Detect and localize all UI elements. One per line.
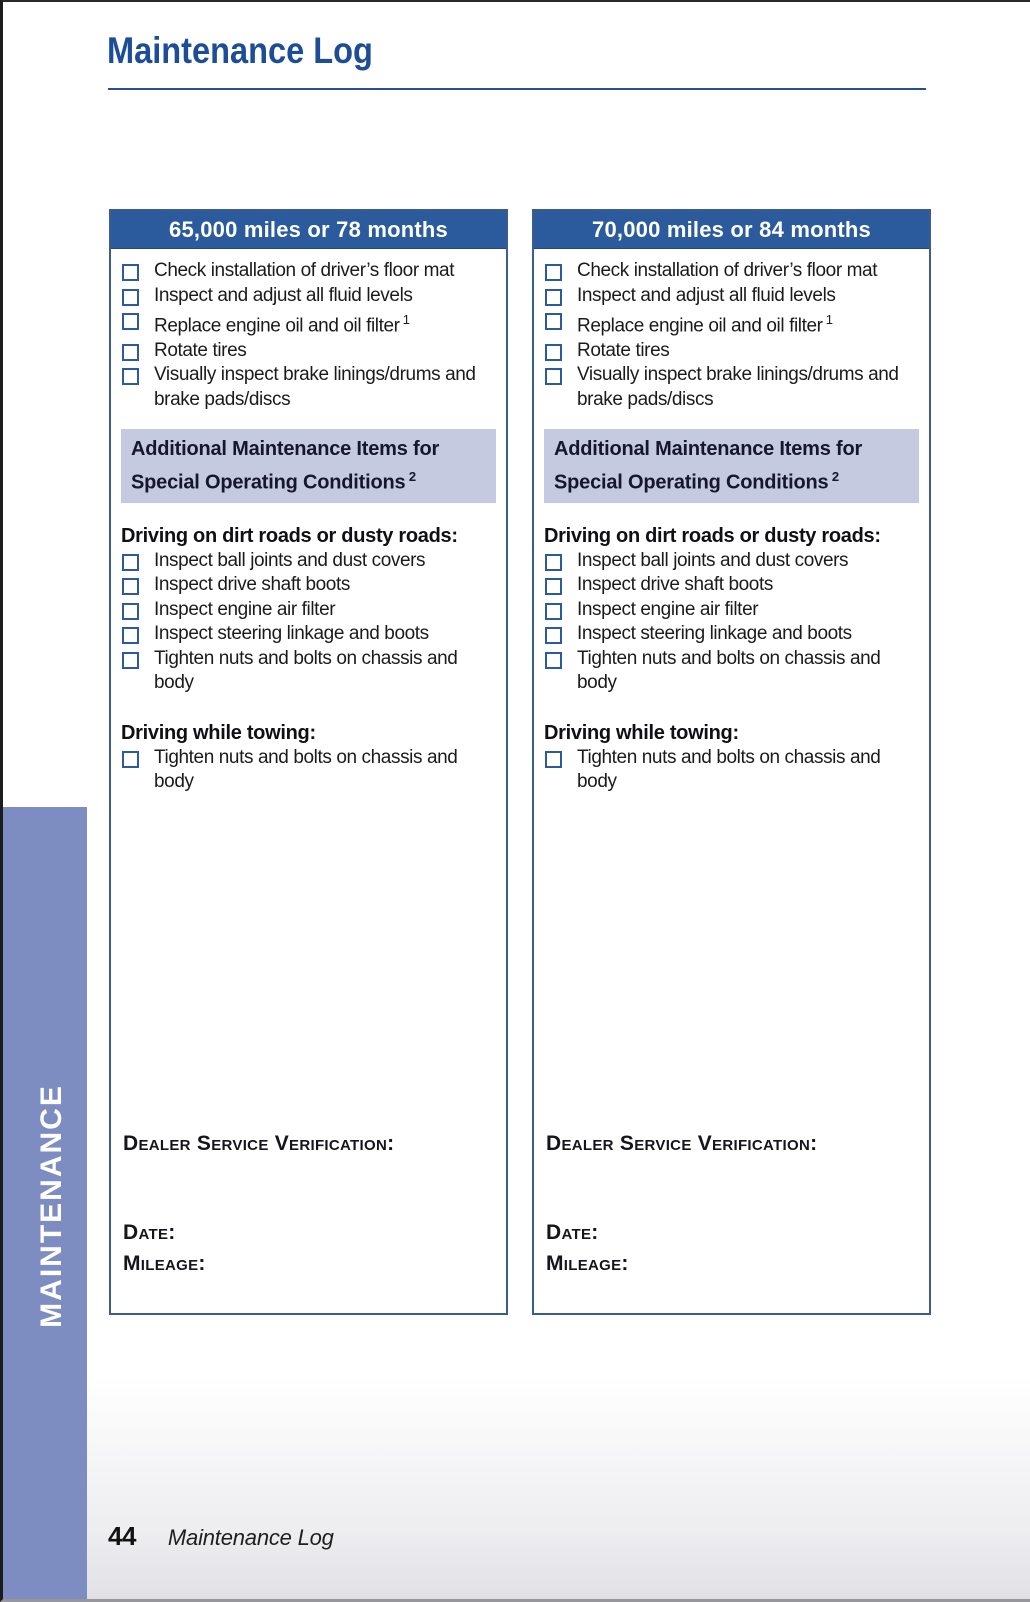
checklist-item-label: Inspect and adjust all fluid levels xyxy=(577,284,836,306)
page-footer xyxy=(108,1521,334,1552)
checkbox[interactable] xyxy=(545,751,562,768)
checkbox[interactable] xyxy=(545,289,562,306)
checklist-item-label: Tighten nuts and bolts on chassis and body xyxy=(154,746,458,793)
condition-subheading: Driving on dirt roads or dusty roads: xyxy=(121,524,458,547)
checkbox[interactable] xyxy=(122,289,139,306)
checklist-item-label: Inspect ball joints and dust covers xyxy=(154,549,426,571)
checklist-item xyxy=(542,363,921,412)
checklist-item-label: Check installation of driver’s floor mat xyxy=(154,260,455,281)
checkbox[interactable] xyxy=(122,554,139,571)
checklist-item-label: Tighten nuts and bolts on chassis and body xyxy=(577,746,881,793)
checkbox[interactable] xyxy=(545,652,562,669)
checkbox[interactable] xyxy=(545,554,562,571)
checkbox[interactable] xyxy=(122,627,139,644)
footnote-marker: 1 xyxy=(822,312,833,327)
checklist-item-label: Visually inspect brake linings/drums and brake pads/discs xyxy=(154,364,476,410)
checklist-item xyxy=(119,308,498,339)
checklist-item-label: Tighten nuts and bolts on chassis and body xyxy=(154,647,458,694)
checkbox[interactable] xyxy=(122,603,139,620)
title-rule xyxy=(108,88,926,90)
checklist-item xyxy=(119,339,498,364)
checklist-item xyxy=(119,259,498,284)
checkbox[interactable] xyxy=(122,652,139,669)
condition-subheading: Driving while towing: xyxy=(121,721,316,744)
checklist-item xyxy=(119,363,498,412)
special-conditions-band: Additional Maintenance Items for Special Operating Conditions $^2$ xyxy=(544,429,919,503)
checklist-item-label: Inspect engine air filter xyxy=(154,598,336,620)
checklist-item-label: Inspect steering linkage and boots xyxy=(154,623,429,645)
checklist-item-label: Replace engine oil and oil filter $^1$ xyxy=(154,312,410,337)
checklist-item xyxy=(542,308,921,339)
column-header: 70,000 miles or 84 months xyxy=(534,211,929,249)
condition-subheading: Driving on dirt roads or dusty roads: xyxy=(544,524,881,547)
checklist-item-label: Replace engine oil and oil filter $^1$ xyxy=(577,312,833,337)
checklist-item xyxy=(542,746,921,795)
checklist-item xyxy=(542,339,921,364)
checklist-item-label: Check installation of driver’s floor mat xyxy=(577,260,878,281)
checklist-item xyxy=(542,549,921,574)
checklist-item xyxy=(542,259,921,284)
page-number: 44 xyxy=(108,1521,136,1551)
page-title: Maintenance Log xyxy=(107,30,373,71)
checklist-item xyxy=(542,573,921,598)
maintenance-columns xyxy=(109,209,931,1315)
checklist-item xyxy=(119,598,498,623)
checkbox[interactable] xyxy=(122,368,139,385)
checklist-item xyxy=(542,598,921,623)
footnote-marker: 2 xyxy=(828,469,839,485)
maintenance-column-70000-miles xyxy=(532,209,931,1315)
checklist-item xyxy=(542,284,921,309)
date-label: Date: xyxy=(123,1221,176,1244)
date-label: Date: xyxy=(546,1221,599,1244)
checklist-item xyxy=(119,573,498,598)
checkbox[interactable] xyxy=(122,264,139,281)
checklist-item xyxy=(119,284,498,309)
footer-title: Maintenance Log xyxy=(167,1525,334,1550)
dealer-service-verification-label: Dealer Service Verification: xyxy=(123,1132,395,1155)
checkbox[interactable] xyxy=(122,344,139,361)
checkbox[interactable] xyxy=(545,627,562,644)
column-body xyxy=(111,249,506,795)
checklist-item-label: Rotate tires xyxy=(577,339,670,361)
checklist-item-label: Inspect drive shaft boots xyxy=(154,574,350,596)
column-header: 65,000 miles or 78 months xyxy=(111,211,506,249)
footnote-marker: 2 xyxy=(405,469,416,485)
checklist-item xyxy=(119,622,498,647)
checklist-item-label: Inspect and adjust all fluid levels xyxy=(154,284,413,306)
footnote-marker: 1 xyxy=(399,312,410,327)
checkbox[interactable] xyxy=(545,313,562,330)
checklist-item xyxy=(542,622,921,647)
checkbox[interactable] xyxy=(122,313,139,330)
checklist-item-label: Inspect drive shaft boots xyxy=(577,574,773,596)
checklist-item xyxy=(119,746,498,795)
sidebar-label: MAINTENANCE xyxy=(34,1083,68,1328)
maintenance-section-tab xyxy=(3,807,87,1602)
checkbox[interactable] xyxy=(122,578,139,595)
checklist-item-label: Inspect steering linkage and boots xyxy=(577,623,852,645)
checklist-item-label: Rotate tires xyxy=(154,339,247,361)
mileage-label: Mileage: xyxy=(546,1252,629,1275)
checklist-item-label: Inspect engine air filter xyxy=(577,598,759,620)
checklist-item-label: Inspect ball joints and dust covers xyxy=(577,549,849,571)
checklist-item xyxy=(119,647,498,696)
checkbox[interactable] xyxy=(122,751,139,768)
checkbox[interactable] xyxy=(545,264,562,281)
checklist-item-label: Visually inspect brake linings/drums and brake pads/discs xyxy=(577,364,899,410)
checklist-item xyxy=(119,549,498,574)
mileage-label: Mileage: xyxy=(123,1252,206,1275)
column-body xyxy=(534,249,929,795)
checklist-item-label: Tighten nuts and bolts on chassis and body xyxy=(577,647,881,694)
checkbox[interactable] xyxy=(545,368,562,385)
dealer-service-verification-label: Dealer Service Verification: xyxy=(546,1132,818,1155)
maintenance-column-65000-miles xyxy=(109,209,508,1315)
checkbox[interactable] xyxy=(545,578,562,595)
checkbox[interactable] xyxy=(545,344,562,361)
condition-subheading: Driving while towing: xyxy=(544,721,739,744)
checklist-item xyxy=(542,647,921,696)
checkbox[interactable] xyxy=(545,603,562,620)
special-conditions-band: Additional Maintenance Items for Special Operating Conditions $^2$ xyxy=(121,429,496,503)
